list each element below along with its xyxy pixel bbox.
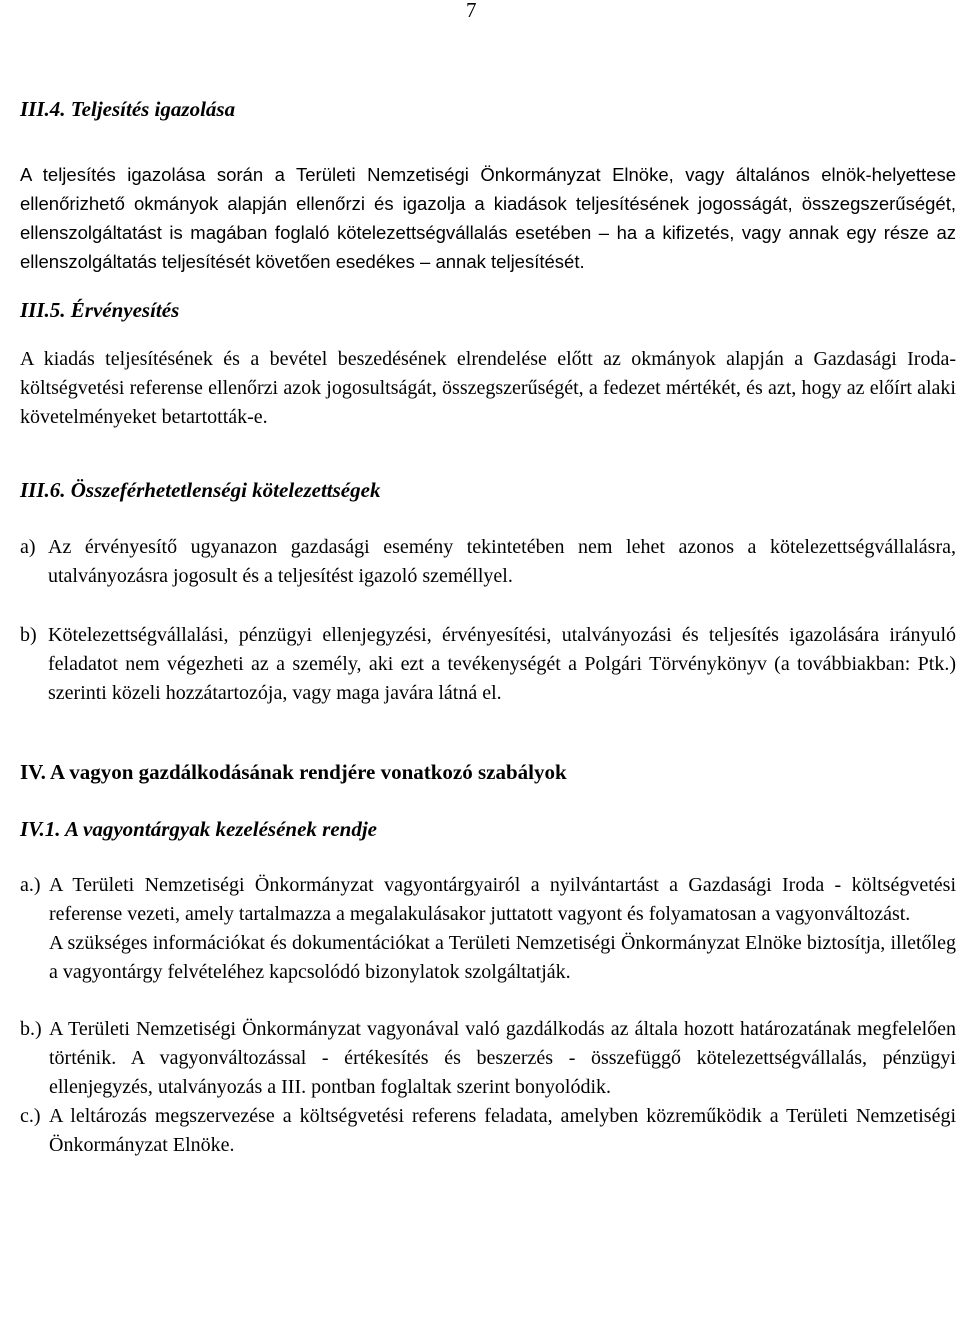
list-marker: b.) — [20, 1018, 42, 1040]
list-item-text: A Területi Nemzetiségi Önkormányzat vagyonával való gazdálkodás az általa hozott határozatának megfelelően történik. A vagyonváltozással - értékesítés és beszerzés - összefüggő kötelezettségvállalás, pénzügyi ellenjegyzés, utalványozás a III. pontban foglaltak szerint bonyolódik. — [49, 1018, 956, 1098]
section-heading-iii4: III.4. Teljesítés igazolása — [20, 97, 236, 121]
list-item-text: A Területi Nemzetiségi Önkormányzat vagyontárgyairól a nyilvántartást a Gazdasági Iroda - költségvetési referense vezeti, amely tartalmazza a megalakulásakor juttatott vagyont és folyamatosan a vagyonváltozást. — [49, 874, 956, 925]
section-heading-iv1: IV.1. A vagyontárgyak kezelésének rendje — [20, 817, 377, 841]
section-heading-iii6: III.6. Összeférhetetlenségi kötelezettségek — [20, 478, 381, 502]
list-item-text: Kötelezettségvállalási, pénzügyi ellenjegyzési, érvényesítési, utalványozási és teljesítés igazolására irányuló feladatot nem végezheti az a személy, aki ezt a tevékenységét a Polgári Törvénykönyv (a továbbiakban: Ptk.) szerinti közeli hozzátartozója, vagy maga javára látná el. — [48, 624, 956, 704]
section-heading-iii5: III.5. Érvényesítés — [20, 298, 180, 322]
list-item-b-dot — [20, 1015, 956, 1102]
list-marker: a) — [20, 536, 36, 558]
list-item-a — [20, 533, 956, 591]
paragraph-iii4: A teljesítés igazolása során a Területi Nemzetiségi Önkormányzat Elnöke, vagy általános elnök-helyettese ellenőrizhető okmányok alapján ellenőrzi és igazolja a kiadások teljesítésének jogosságát, összegszerűségét, ellenszolgáltatást is magában foglaló kötelezettségvállalás esetében – ha a kifizetés, vagy annak egy része az ellenszolgáltatás teljesítését követően esedékes – annak teljesítését. — [20, 164, 956, 272]
paragraph-iii5: A kiadás teljesítésének és a bevétel beszedésének elrendelése előtt az okmányok alapján a Gazdasági Iroda- költségvetési referense ellenőrzi azok jogosultságát, összegszerűségét, a fedezet mértékét, és azt, hogy az előírt alaki követelményeket betartották-e. — [20, 348, 956, 428]
list-item-text: Az érvényesítő ugyanazon gazdasági esemény tekintetében nem lehet azonos a kötelezettségvállalásra, utalványozásra jogosult és a teljesítést igazoló személlyel. — [48, 536, 956, 587]
list-marker: a.) — [20, 874, 41, 896]
list-marker: c.) — [20, 1105, 41, 1127]
list-marker: b) — [20, 624, 37, 646]
list-item-text-2: A szükséges információkat és dokumentációkat a Területi Nemzetiségi Önkormányzat Elnöke biztosítja, illetőleg a vagyontárgy felvételéhez kapcsolódó bizonylatok szolgáltatják. — [49, 932, 956, 983]
chapter-heading-iv: IV. A vagyon gazdálkodásának rendjére vonatkozó szabályok — [20, 760, 567, 784]
list-item-c-dot — [20, 1102, 956, 1160]
document-body — [20, 95, 956, 1160]
page-number: 7 — [466, 0, 477, 22]
list-item-a-dot — [20, 871, 956, 987]
list-item-b — [20, 621, 956, 708]
list-item-text: A leltározás megszervezése a költségvetési referens feladata, amelyben közreműködik a Területi Nemzetiségi Önkormányzat Elnöke. — [49, 1105, 956, 1156]
